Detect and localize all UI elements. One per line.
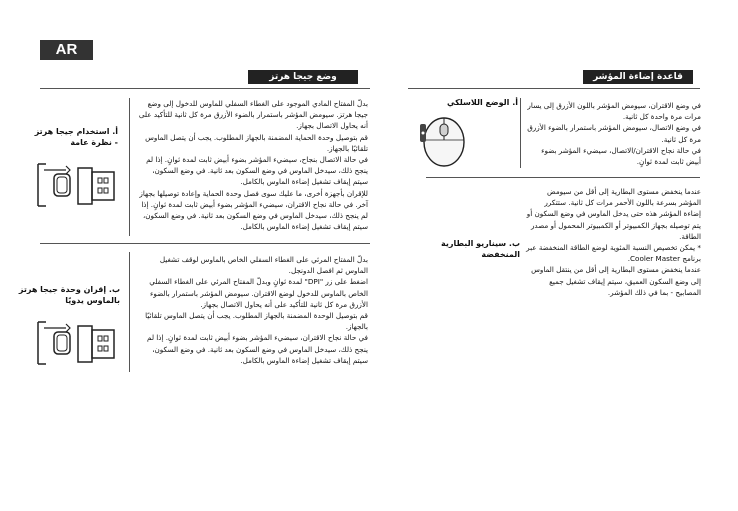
part-a-label-dongle: أ. استخدام جيجا هرتز - نظرة عامة	[34, 127, 118, 147]
column-divider	[129, 98, 130, 236]
mouse-indicator-illustration	[416, 110, 468, 170]
section-divider	[426, 177, 700, 178]
part-a-instructions-dongle: بدلّ المفتاح المادي الموجود على الغطاء السفلي للماوس للدخول إلى وضع جيجا هرتز. سيومض المؤشر باستمرار بالضوء الأزرق مرة كل ثانية للتأكيد على أنه يحاول الاتصال بجهاز. قم بتوصيل وحدة الحماية المضمنة بالجهاز المطلوب. يجب أن يتصل الماوس تلقائيًا بالجهاز. في حالة الاتصال بنجاح، سيضيء المؤشر بضوء أبيض ثابت لمدة ثوانٍ. إذا لم ينجح ذلك، سيدخل الماوس في وضع السكون بعد ثانية. في وضع السكون، سيتم إيقاف تشغيل إضاءة الماوس بالكامل. للإقران بأجهزة أخرى، ما عليك سوى فصل وحدة الحماية وإعادة توصيلها بجهاز آخر. في حالة نجاح الاقتران، سيضيء المؤشر بضوء أبيض ثابت لمدة ثوانٍ. إذا لم ينجح ذلك، سيدخل الماوس في وضع السكون بعد ثانية. في وضع السكون، سيتم إيقاف تشغيل إضاءة الماوس بالكامل.	[138, 99, 368, 232]
section-divider	[408, 88, 700, 89]
section-divider	[40, 88, 370, 89]
section-divider	[40, 243, 370, 244]
usb-dongle-illustration	[32, 318, 120, 368]
section-title-indicator-lighting: قاعدة إضاءة المؤشر	[583, 70, 693, 84]
column-divider	[129, 252, 130, 372]
part-a-label-wireless: أ. الوضع اللاسلكي	[446, 98, 518, 107]
language-badge: AR	[40, 40, 93, 60]
column-divider	[520, 98, 521, 168]
part-b-label-manual-pairing: ب. إقران وحدة جيجا هرتز بالماوس يدويًا	[18, 285, 120, 305]
section-title-dongle-mode: وضع جيجا هرتز	[248, 70, 358, 84]
part-b-instructions-low-battery: عندما ينخفض مستوى البطارية إلى أقل من سيومض المؤشر بسرعة باللون الأحمر مرات كل ثانية. ستتكرر إضاءة المؤشر هذه حتى يدخل الماوس في وضع السكون أو يتم توصيله بجهاز الكمبيوتر أو الكمبيوتر المحمول أو مصدر الطاقة. * يمكن تخصيص النسبة المئوية لوضع الطاقة المنخفضة عبر برنامج Cooler Master. عندما ينخفض مستوى البطارية إلى أقل من ينتقل الماوس إلى وضع السكون العميق، سيتم إيقاف تشغيل جميع المصابيح - بما في ذلك المؤشر.	[526, 187, 701, 297]
part-b-instructions-manual-pairing: بدلّ المفتاح المرئي على الغطاء السفلي الخاص بالماوس لوقف تشغيل الماوس ثم افصل الدونجل. اضغط على زر "DPI" لمدة ثوانٍ وبدلّ المفتاح المرئي على الغطاء السفلي الخاص بالماوس للدخول لوضع الاقتران. سيومض المؤشر باستمرار بالضوء الأزرق مرة كل ثانية للتأكيد على أنه يحاول الاتصال بجهاز. قم بتوصيل الوحدة المضمنة بالجهاز المطلوب. يجب أن يتصل الماوس تلقائيًا بالجهاز. في حالة نجاح الاقتران، سيضيء المؤشر بضوء أبيض ثابت لمدة ثوانٍ. إذا لم ينجح ذلك، سيدخل الماوس في وضع السكون بعد ثانية. في وضع السكون، سيتم إيقاف تشغيل إضاءة الماوس بالكامل.	[145, 255, 368, 365]
part-b-label-low-battery: ب. سيناريو البطارية المنخفضة	[441, 239, 520, 259]
usb-dongle-illustration	[32, 160, 120, 210]
part-a-instructions-wireless: في وضع الاقتران، سيومض المؤشر باللون الأزرق إلى يسار مرات مرة واحدة كل ثانية. في وضع الاتصال، سيومض المؤشر باستمرار بالضوء الأزرق مرة كل ثانية. في حالة نجاح الاقتران/الاتصال، سيضيء المؤشر بضوء أبيض ثابت لمدة ثوانٍ.	[527, 101, 701, 167]
